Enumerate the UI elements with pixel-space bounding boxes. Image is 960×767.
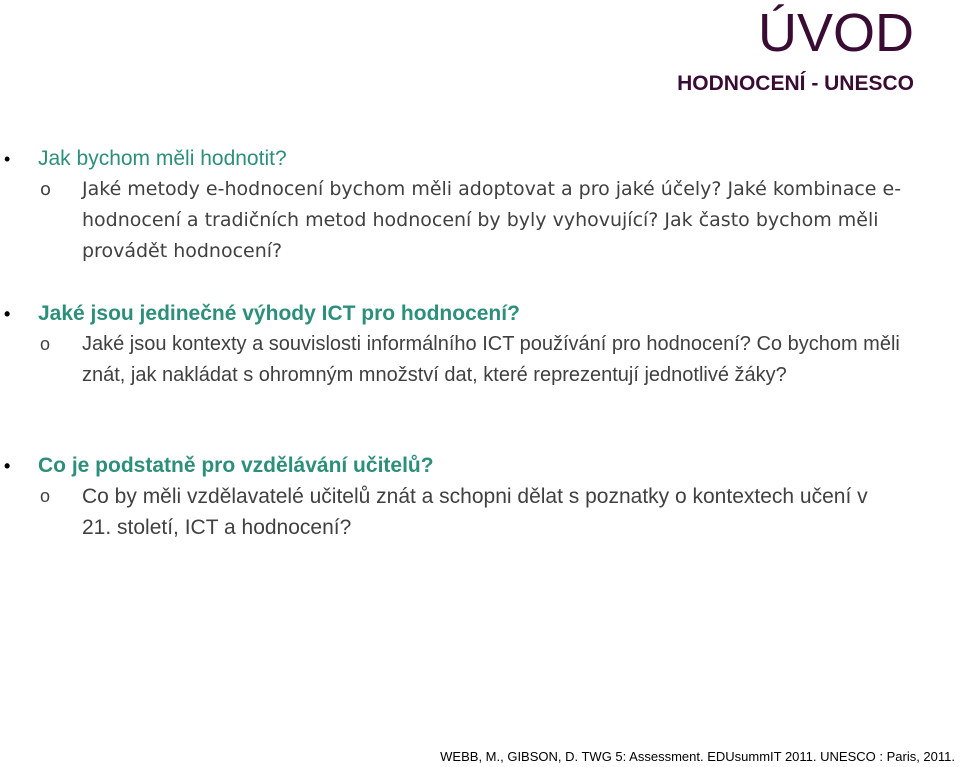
section-teacher-education (0, 451, 960, 543)
section-heading (0, 299, 960, 329)
bullet-icon: • (4, 456, 11, 476)
slide-subtitle: HODNOCENÍ - UNESCO (677, 72, 914, 95)
section-ict-advantages (0, 299, 960, 391)
circle-bullet-icon: o (40, 486, 51, 506)
heading-text: Jak bychom měli hodnotit? (38, 147, 287, 170)
bullet-icon: • (4, 304, 11, 324)
citation-footer: WEBB, M., GIBSON, D. TWG 5: Assessment. EDUsummIT 2011. UNESCO : Paris, 2011. (440, 749, 955, 764)
circle-bullet-icon: o (40, 179, 52, 200)
slide-title: ÚVOD (757, 3, 914, 63)
item-text: Jaké jsou kontexty a souvislosti informálního ICT používání pro hodnocení? Co bychom měli znát, jak nakládat s ohromným množství dat, které reprezentují jednotlivé žáky? (82, 333, 900, 386)
item-text: Jaké metody e-hodnocení bychom měli adoptovat a pro jaké účely? Jaké kombinace e-hodnocení a tradičních metod hodnocení by byly vyhovující? Jak často bychom měli provádět hodnocení? (82, 178, 902, 262)
circle-bullet-icon: o (40, 334, 51, 354)
item-text: Co by měli vzdělavatelé učitelů znát a schopni dělat s poznatky o kontextech učení v 21. století, ICT a hodnocení? (82, 485, 868, 539)
section-heading (0, 144, 960, 174)
heading-text: Jaké jsou jedinečné výhody ICT pro hodnocení? (38, 302, 520, 325)
section-how-to-assess (0, 144, 960, 267)
bullet-icon: • (4, 149, 11, 169)
heading-text: Co je podstatně pro vzdělávání učitelů? (38, 454, 434, 477)
section-item (0, 481, 902, 543)
section-heading (0, 451, 960, 481)
section-item (0, 329, 902, 391)
section-item (0, 174, 902, 267)
